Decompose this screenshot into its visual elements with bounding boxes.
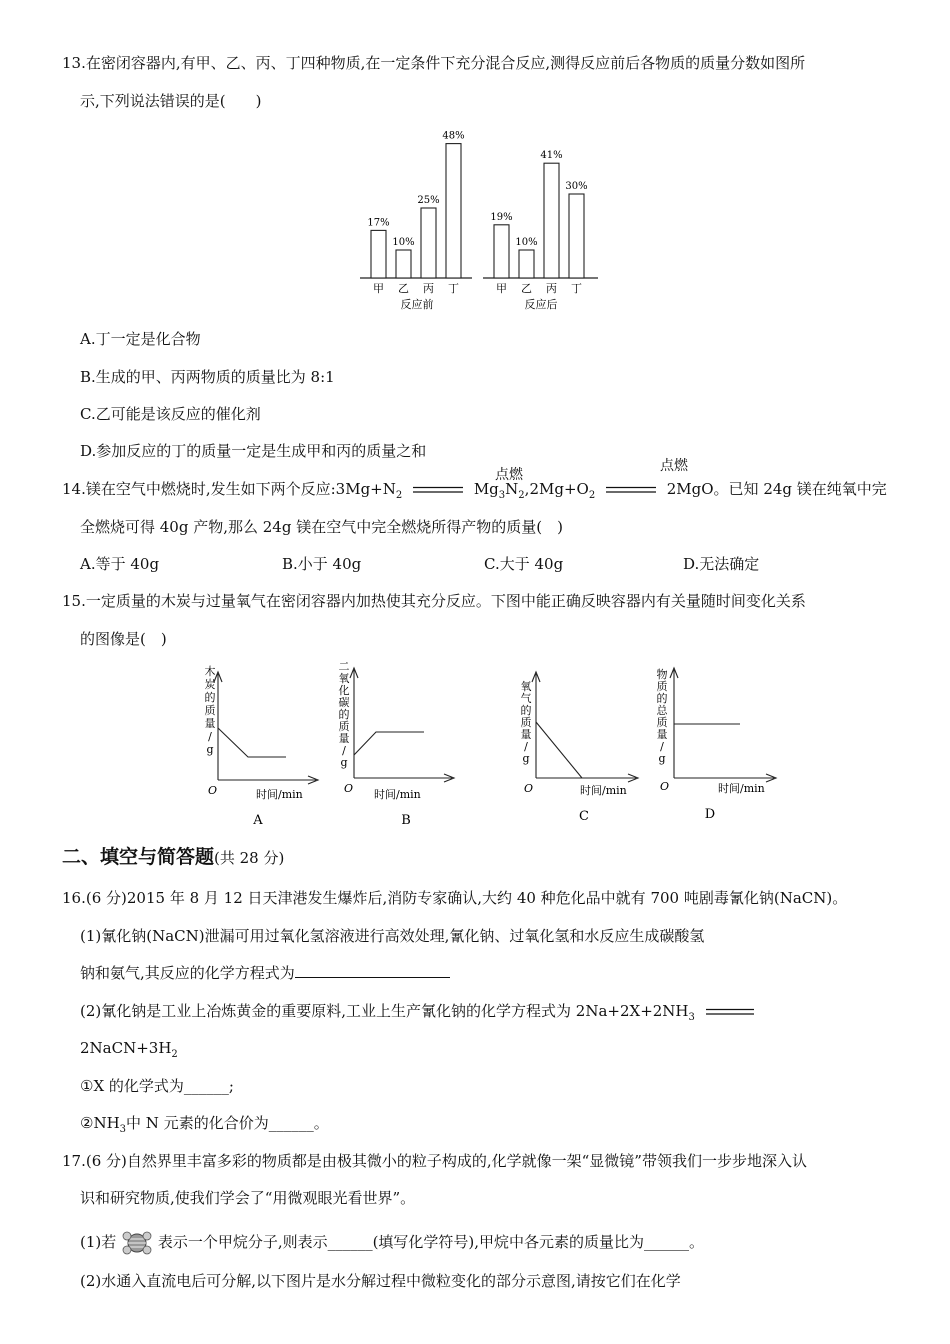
q16-sub: 3 bbox=[688, 1012, 695, 1023]
ylabel-char: 总 bbox=[656, 704, 668, 717]
q13-bar-charts bbox=[355, 120, 605, 315]
q13-stem-line2: 示,下列说法错误的是( ) bbox=[80, 92, 262, 110]
bar-value-label: 41% bbox=[540, 150, 563, 162]
section-score: (共 28 分) bbox=[214, 849, 285, 867]
ylabel-char: 量 bbox=[204, 717, 216, 730]
equals-arrow-3 bbox=[706, 1008, 754, 1016]
bar-value-label: 10% bbox=[515, 237, 538, 248]
q13-option-a: A.丁一定是化合物 bbox=[80, 330, 201, 348]
ylabel-char: g bbox=[522, 752, 530, 765]
bar-category-label: 丁 bbox=[571, 282, 582, 295]
q14-sub: 2 bbox=[518, 490, 525, 501]
section-title: 二、填空与简答题 bbox=[62, 846, 215, 868]
graph-a-xlabel: 时间/min bbox=[256, 788, 303, 801]
ylabel-char: 气 bbox=[520, 692, 532, 705]
bar-category-label: 甲 bbox=[373, 282, 384, 295]
q14-option-b: B.小于 40g bbox=[282, 555, 362, 573]
q17-stem-line1: 17.(6 分)自然界里丰富多彩的物质都是由极其微小的粒子构成的,化学就像一架“显微镜”带领我们一步步地深入认 bbox=[62, 1152, 807, 1170]
q16-sub2-b: 中 N 元素的化合价为______。 bbox=[126, 1114, 329, 1132]
q15-stem-line1: 15.一定质量的木炭与过量氧气在密闭容器内加热使其充分反应。下图中能正确反映容器内有关量随时间变化关系 bbox=[62, 592, 806, 610]
graph-a-curve bbox=[218, 728, 286, 757]
bar-category-label: 乙 bbox=[521, 282, 532, 295]
q17-part1 bbox=[80, 1231, 704, 1255]
graph-c-curve bbox=[536, 722, 582, 778]
q16-sub1: ①X 的化学式为______; bbox=[80, 1077, 234, 1095]
bar-category-label: 甲 bbox=[496, 282, 507, 295]
q15-graph-b bbox=[334, 660, 474, 830]
graph-a-ylabel bbox=[205, 664, 216, 756]
q16-part2-product: 2NaCN+3H bbox=[80, 1039, 172, 1057]
ylabel-char: 质 bbox=[656, 716, 668, 729]
q17-part1-a: (1)若 bbox=[80, 1233, 117, 1251]
graph-b-curve bbox=[354, 732, 424, 755]
bar-反应前-甲 bbox=[371, 230, 386, 278]
q16-part1-line1: (1)氰化钠(NaCN)泄漏可用过氧化氢溶液进行高效处理,氰化钠、过氧化氢和水反应生成碳酸氢 bbox=[80, 927, 705, 945]
ylabel-char: g bbox=[340, 756, 348, 769]
bar-value-label: 17% bbox=[367, 217, 390, 229]
q13-option-d: D.参加反应的丁的质量一定是生成甲和丙的质量之和 bbox=[80, 442, 427, 460]
ylabel-char: 的 bbox=[656, 692, 668, 705]
q14-text-prefix: 14.镁在空气中燃烧时,发生如下两个反应:3Mg+N bbox=[62, 480, 396, 498]
graph-d-letter: D bbox=[704, 807, 716, 822]
bar-value-label: 30% bbox=[565, 181, 588, 192]
ylabel-char: / bbox=[342, 744, 346, 757]
ylabel-char: 质 bbox=[338, 720, 350, 733]
bar-反应后-丙 bbox=[544, 163, 559, 278]
ylabel-char: 质 bbox=[656, 680, 668, 693]
q14-stem-line2: 全燃烧可得 40g 产物,那么 24g 镁在空气中完全燃烧所得产物的质量( ) bbox=[80, 518, 563, 536]
q16-answer-blank[interactable] bbox=[295, 963, 450, 978]
q14-text-n: N bbox=[505, 480, 519, 498]
ylabel-char: 质 bbox=[520, 716, 532, 729]
ylabel-char: g bbox=[658, 752, 666, 765]
q14-option-d: D.无法确定 bbox=[683, 555, 760, 573]
bar-反应前-丙 bbox=[421, 208, 436, 278]
ylabel-char: 化 bbox=[338, 684, 350, 697]
q15-stem-line2: 的图像是( ) bbox=[80, 630, 167, 648]
ylabel-char: 二 bbox=[338, 660, 350, 673]
q17-part2: (2)水通入直流电后可分解,以下图片是水分解过程中微粒变化的部分示意图,请按它们在化学 bbox=[80, 1272, 681, 1290]
bar-category-label: 丙 bbox=[423, 282, 434, 295]
graph-d-xlabel: 时间/min bbox=[718, 782, 765, 795]
q14-text-suffix: 2MgO。已知 24g 镁在纯氧中完 bbox=[666, 480, 887, 498]
bar-value-label: 48% bbox=[442, 130, 465, 142]
ylabel-char: 氧 bbox=[338, 672, 350, 685]
ylabel-char: 氧 bbox=[520, 680, 532, 693]
ylabel-char: 的 bbox=[520, 704, 532, 717]
q16-part2-text: (2)氰化钠是工业上冶炼黄金的重要原料,工业上生产氰化钠的化学方程式为 2Na+2X+2NH bbox=[80, 1002, 689, 1020]
graph-b-letter: B bbox=[401, 813, 411, 828]
graph-c-letter: C bbox=[579, 809, 589, 824]
bar-category-label: 丁 bbox=[448, 282, 459, 295]
q16-part1-line2 bbox=[80, 962, 450, 984]
q14-text-mg: Mg bbox=[473, 480, 499, 498]
q14-option-a: A.等于 40g bbox=[80, 555, 160, 573]
q16-sub2 bbox=[80, 1112, 329, 1141]
equals-arrow-1 bbox=[413, 486, 463, 494]
graph-b-ylabel bbox=[339, 660, 350, 769]
section-heading bbox=[62, 842, 284, 869]
graph-c-origin: O bbox=[524, 782, 534, 795]
bar-category-label: 丙 bbox=[546, 282, 557, 295]
graph-a-origin: O bbox=[208, 784, 218, 797]
q13-stem-line1: 13.在密闭容器内,有甲、乙、丙、丁四种物质,在一定条件下充分混合反应,测得反应前后各物质的质量分数如图所 bbox=[62, 54, 806, 72]
q14-condition-1: 点燃 bbox=[495, 467, 523, 483]
ylabel-char: 质 bbox=[204, 704, 216, 717]
graph-b-xlabel: 时间/min bbox=[374, 788, 421, 801]
q16-sub2-a: ②NH bbox=[80, 1114, 120, 1132]
graph-c-xlabel: 时间/min bbox=[580, 784, 627, 797]
bar-反应前-丁 bbox=[446, 144, 461, 278]
q13-option-c: C.乙可能是该反应的催化剂 bbox=[80, 405, 261, 423]
bar-反应后-乙 bbox=[519, 250, 534, 278]
q14-option-c: C.大于 40g bbox=[484, 555, 564, 573]
ylabel-char: 木 bbox=[204, 665, 216, 678]
bar-反应后-甲 bbox=[494, 225, 509, 278]
graph-d-origin: O bbox=[660, 780, 670, 793]
graph-d-ylabel bbox=[657, 667, 669, 765]
q16-sub: 3 bbox=[119, 1124, 127, 1135]
bar-value-label: 19% bbox=[490, 211, 513, 223]
q16-stem: 16.(6 分)2015 年 8 月 12 日天津港发生爆炸后,消防专家确认,大约 40 种危化品中就有 700 吨剧毒氰化钠(NaCN)。 bbox=[62, 889, 848, 907]
q13-option-b: B.生成的甲、丙两物质的质量比为 8:1 bbox=[80, 368, 335, 386]
ylabel-char: 的 bbox=[338, 708, 350, 721]
q17-part1-b: 表示一个甲烷分子,则表示______(填写化学符号),甲烷中各元素的质量比为______。 bbox=[157, 1233, 705, 1251]
q14-sub: 2 bbox=[395, 490, 403, 501]
q14-text-o: ,2Mg+O bbox=[524, 480, 589, 498]
bar-value-label: 10% bbox=[392, 237, 415, 248]
ylabel-char: 物 bbox=[656, 668, 668, 681]
q16-sub: 2 bbox=[171, 1049, 178, 1060]
q17-stem-line2: 识和研究物质,使我们学会了“用微观眼光看世界”。 bbox=[80, 1189, 416, 1207]
q15-graph-d bbox=[648, 660, 788, 830]
chart-after-title: 反应后 bbox=[524, 298, 558, 311]
bar-value-label: 25% bbox=[417, 195, 440, 206]
ylabel-char: 量 bbox=[520, 728, 532, 741]
q16-part2-line1 bbox=[80, 1000, 760, 1029]
graph-c-ylabel bbox=[521, 679, 532, 765]
ylabel-char: g bbox=[206, 743, 214, 756]
ylabel-char: / bbox=[524, 740, 528, 753]
q16-part1-text: 钠和氨气,其反应的化学方程式为 bbox=[80, 964, 295, 982]
chart-before-title: 反应前 bbox=[400, 298, 434, 311]
graph-b-origin: O bbox=[344, 782, 354, 795]
ylabel-char: / bbox=[208, 730, 212, 743]
q14-sub: 2 bbox=[588, 490, 596, 501]
bar-反应前-乙 bbox=[396, 250, 411, 278]
ylabel-char: 量 bbox=[338, 732, 350, 745]
ylabel-char: 碳 bbox=[338, 696, 350, 709]
q14-condition-2: 点燃 bbox=[660, 458, 688, 474]
ylabel-char: 量 bbox=[656, 728, 668, 741]
equals-arrow-2 bbox=[606, 486, 656, 494]
ylabel-char: 的 bbox=[204, 691, 216, 704]
bar-category-label: 乙 bbox=[398, 282, 409, 295]
q14-sub: 3 bbox=[498, 490, 506, 501]
ylabel-char: / bbox=[660, 740, 664, 753]
q16-part2-line2 bbox=[80, 1037, 178, 1066]
graph-a-letter: A bbox=[253, 813, 263, 828]
methane-molecule-icon bbox=[121, 1231, 153, 1255]
bar-反应后-丁 bbox=[569, 194, 584, 278]
q15-graph-c bbox=[510, 660, 650, 830]
q15-graph-a bbox=[196, 660, 336, 830]
q14-equation-line bbox=[62, 478, 887, 507]
ylabel-char: 炭 bbox=[204, 678, 216, 691]
